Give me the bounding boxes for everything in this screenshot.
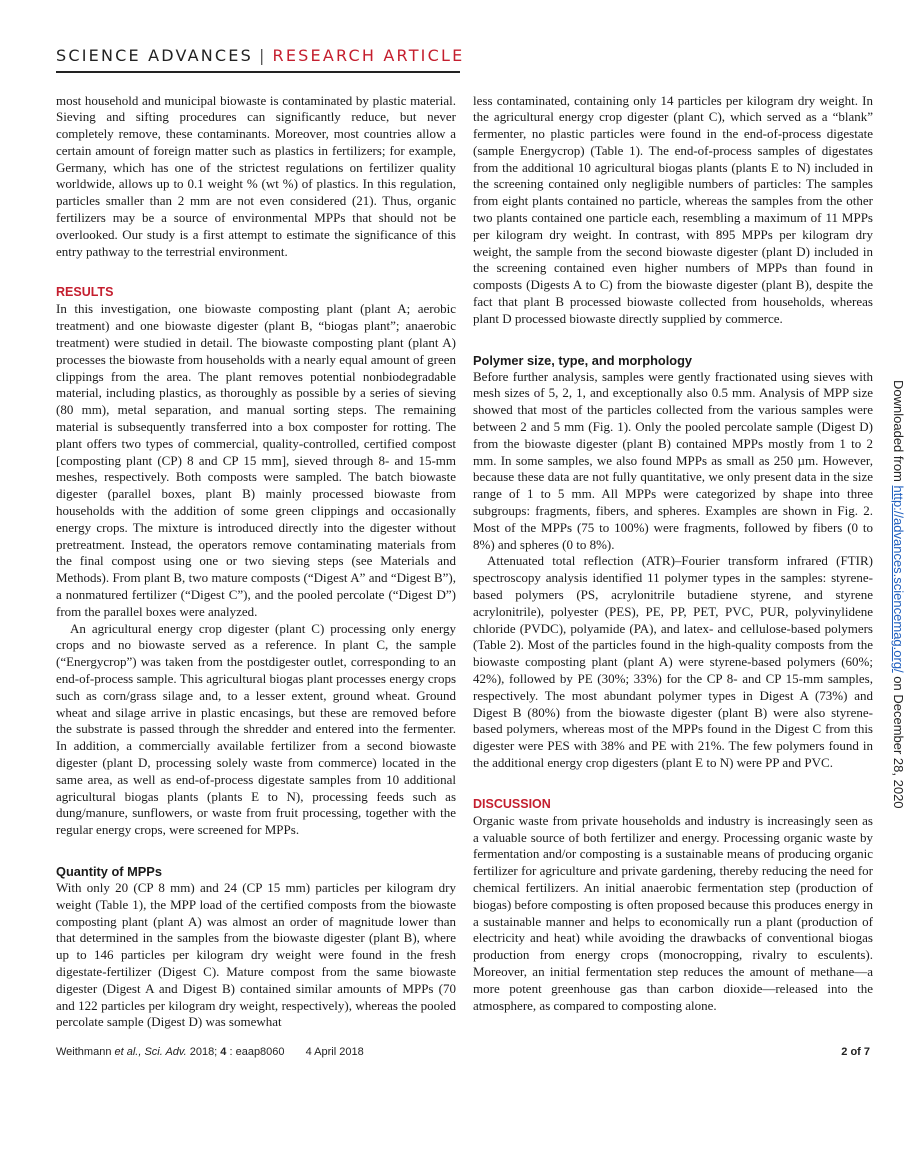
polymer-heading: Polymer size, type, and morphology (473, 352, 693, 368)
continued-paragraph: less contaminated, containing only 14 particles per kilogram dry weight. In the agricultural energy crop digester (plant C), which served as a “blank” fermenter, no plastic particles were found in the end-of-process digestate (sample Energycrop) (Table 1). The end-of-process samples of digestates from the additional 10 agricultural biogas plants (plants E to N) included in the screening contained only negligible numbers of particles: The samples from eight plants contained no particle, whereas the samples from the other two plants contained one particle each, resembling a maximum of 11 MPPs per kilogram dry weight. In contrast, with 895 MPPs per kilogram dry weight, the sample from the second biowaste digester (plant D) included in the screening contained even higher numbers of MPPs than found in composts (Digests A to C) from the biowaste digester (plant B), despite the fact that plant B processed biowaste collected from households, whereas plant D processed biowaste directly supplied by commerce. (473, 92, 873, 326)
footer-year: 2018; (186, 1046, 221, 1059)
footer-etal: et al. (114, 1046, 139, 1059)
right-column (473, 93, 873, 1015)
discussion-heading: DISCUSSION (473, 796, 551, 811)
journal-name: SCIENCE ADVANCES (56, 46, 253, 65)
header-rule (56, 71, 460, 73)
results-paragraph-1: In this investigation, one biowaste composting plant (plant A; aerobic treatment) and one biowaste digester (plant B, “biogas plant”; anaerobic treatment) were studied in detail. The biowaste composting plant (plant A) processes the biowaste from households with a nearly equal amount of green clippings from the area. The plant removes potential nonbiodegradable material, including plastics, as thoroughly as possible by a series of sieving (80 mm), metal separation, and manual sorting steps. The remaining material is subsequently transferred into a box composter for rotting. The plant offers two types of commercial, quality-controlled, certified compost [composting plant (CP) 8 and CP 15 mm], sieved through 8- and 15-mm meshes, respectively. Both composts were sampled. The batch biowaste digester (parallel boxes, plant B) mainly processed biowaste from households with the addition of some green clippings and occasionally energy crops. The mixture is introduced directly into the digester without pretreatment. Instead, the operators remove contaminating materials from the final compost using one or two sieving steps (see Materials and Methods). From plant B, two mature composts (“Digest A” and “Digest B”), a nonmatured fertilizer (“Digest C”), and the pooled percolate (“Digest D”) from the parallel boxes were analyzed. (56, 301, 456, 619)
download-link[interactable]: http://advances.sciencemag.org/ (891, 485, 906, 673)
results-heading: RESULTS (56, 285, 114, 300)
download-notice (891, 380, 906, 809)
footer-volume: 4 (220, 1046, 227, 1059)
article-type: RESEARCH ARTICLE (272, 46, 465, 65)
download-prefix: Downloaded from (891, 380, 906, 486)
footer-citation (56, 1045, 364, 1059)
columns (56, 92, 873, 1032)
discussion-section (473, 796, 873, 1015)
journal-header (56, 46, 870, 66)
polymer-section (473, 352, 873, 772)
left-column (56, 93, 456, 1032)
quantity-paragraph: With only 20 (CP 8 mm) and 24 (CP 15 mm) particles per kilogram dry weight (Table 1), the MPP load of the certified composts from the biowaste composting plant (plant A) was almost an order of magnitude lower than that determined in the samples from the biowaste digester (plant B), where up to 146 particles per kilogram dry weight were found in the fresh digestate-fertilizer (Digest C). Mature compost from the same biowaste digester (Digest A and Digest B) contained similar amounts of MPPs (70 and 122 particles per kilogram dry weight, respectively), whereas the pooled percolate sample (Digest D) was somewhat (56, 879, 456, 1030)
footer-authors: Weithmann (56, 1046, 115, 1059)
page-number: 2 of 7 (841, 1046, 870, 1059)
results-paragraph-2: An agricultural energy crop digester (plant C) processing only energy crops and no biowaste served as a reference. In plant C, the sample (“Energycrop”) was taken from the postdigester outlet, corresponding to an end-of-process sample. This agricultural biogas plant processes energy crops such as corn/grass silage and, to a lesser extent, ground wheat. Ground wheat and silage arrive in plastic encasings, but these are removed before the substrate is passed through the shredder and entered into the fermenter. In addition, a commercially available fertilizer from a second biowaste digester (plant D, processing solely waste from commerce) located in the same area, as well as end-of-process digestate samples from 10 additional agricultural biogas plants (plants E to N), processing feeds such as dung/manure, sunflowers, or waste from fruit processing, together with the regular energy crops, were screened for MPPs. (56, 620, 456, 838)
quantity-section (56, 863, 456, 1031)
discussion-paragraph: Organic waste from private households and industry is increasingly seen as a valuable source of both fertilizer and energy. Processing organic waste by fermentation and/or composting is a sustainable means of producing organic fertilizer for agriculture and private gardening, thereby reducing the need for chemical fertilizers. An initial anaerobic fermentation step (production of biogas) before composting is often proposed because this produces energy in a sustainable manner and helps to economically run a plant (production of electricity and heat) while avoiding the drawbacks of conventional biogas production from energy crops (monocropping, rivalry to esculents). Moreover, an initial fermentation step reduces the amount of methane—a more potent greenhouse gas than carbon dioxide—released into the atmosphere, as compared to composting alone. (473, 812, 873, 1013)
quantity-heading: Quantity of MPPs (56, 863, 162, 879)
intro-paragraph: most household and municipal biowaste is contaminated by plastic material. Sieving and sifting procedures can significantly reduce, but never completely remove, these contaminants. Moreover, most countries allow a certain amount of foreign matter such as plastics in fertilizers; for example, Germany, which has one of the strictest regulations on fertilizer quality worldwide, allows up to 0.1 weight % (wt %) of plastics. In this regulation, particles smaller than 2 mm are not even considered (21). Thus, organic fertilizers may be a source of environmental MPPs that should not be overlooked. Our study is a first attempt to estimate the significance of this entry pathway to the terrestrial environment. (56, 92, 456, 259)
footer (56, 1045, 870, 1059)
footer-journal: , Sci. Adv. (138, 1046, 187, 1059)
footer-date: 4 April 2018 (305, 1046, 364, 1059)
download-date: on December 28, 2020 (891, 672, 906, 809)
results-section (56, 284, 456, 839)
polymer-paragraph-2: Attenuated total reflection (ATR)–Fourier transform infrared (FTIR) spectroscopy analysis identified 11 polymer types in the samples: styrene-based polymers (PS, acrylonitrile butadiene styrene, and styrene acrylonitrile), polyester (PES), PE, PP, PET, PVC, PUR, polyvinylidene chloride (PVDC), polyamide (PA), and latex- and cellulose-based polymers (Table 2). Most of the particles found in the high-quality composts from the biowaste composting plant (plant A) were styrene-based polymers (60%; 42%), followed by PE (30%; 33%) for the CP 8- and CP 15-mm samples, respectively. The most abundant polymer types in Digest A (73%) and Digest B (80%) from the biowaste digester (plant B) were also styrene-based polymers, whereas most of the MPPs found in the Digest C from this digester were PES with 38% and PE with 21%. The few polymers found in the additional energy crop digesters (plant E to N) were PP and PVC. (473, 553, 873, 770)
header-separator: | (258, 46, 267, 65)
polymer-paragraph-1: Before further analysis, samples were gently fractionated using sieves with mesh sizes of 5, 2, 1, and exceptionally also 0.5 mm. Analysis of MPP size showed that most of the particles collected from the various samples were between 2 and 5 mm (Fig. 1). Only the pooled percolate sample (Digest D) from the biowaste digester (plant B) contained MPPs mostly from 1 to 2 mm. In some samples, we also found MPPs as small as 250 µm. However, because these data are not fully quantitative, we only present data in the size range of 1 to 5 mm. All MPPs were categorized by shape into three subgroups: fragments, fibers, and spheres. Examples are shown in Fig. 2. Most of the MPPs (75 to 100%) were fragments, followed by fibers (0 to 8%) and spheres (0 to 8%). (473, 368, 873, 552)
footer-article-id: : eaap8060 (226, 1046, 285, 1059)
